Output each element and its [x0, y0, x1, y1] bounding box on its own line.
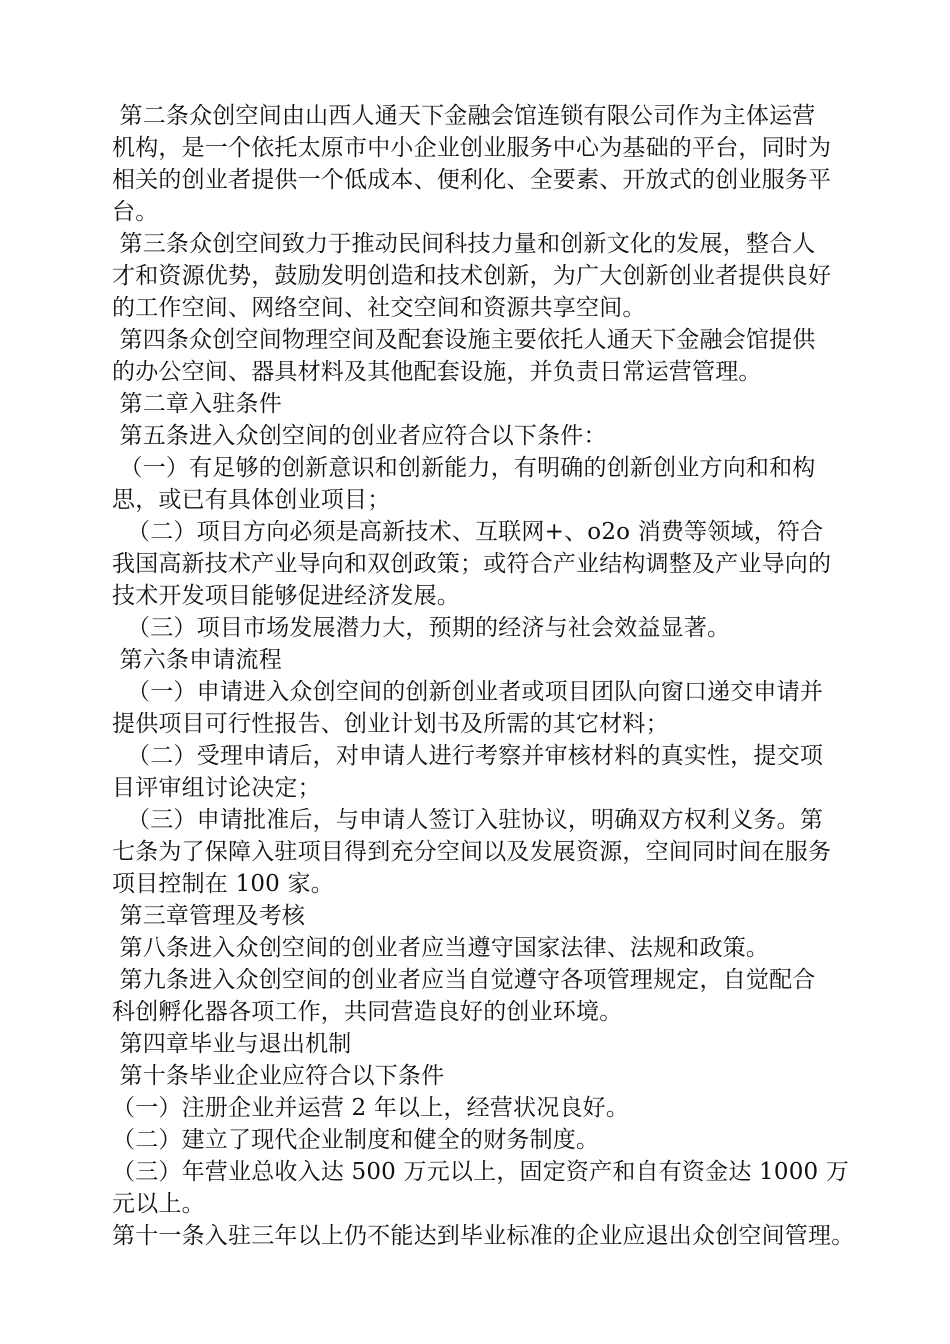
text-line: 思，或已有具体创业项目；: [112, 487, 391, 513]
text-line: 第八条进入众创空间的创业者应当遵守国家法律、法规和政策。: [112, 935, 770, 961]
text-line: 第二条众创空间由山西人通天下金融会馆连锁有限公司作为主体运营: [112, 103, 816, 129]
text-line: 的办公空间、器具材料及其他配套设施，并负责日常运营管理。: [112, 359, 762, 385]
text-line: 第四条众创空间物理空间及配套设施主要依托人通天下金融会馆提供: [112, 327, 816, 353]
text-line: 七条为了保障入驻项目得到充分空间以及发展资源，空间同时间在服务: [112, 839, 832, 865]
text-line: 第六条申请流程: [112, 647, 282, 673]
text-line: （一）有足够的创新意识和创新能力，有明确的创新创业方向和和构: [112, 455, 816, 481]
text-line: 第十条毕业企业应符合以下条件: [112, 1063, 445, 1089]
chapter-heading: 第三章管理及考核: [112, 903, 306, 929]
chapter-heading: 第四章毕业与退出机制: [112, 1031, 352, 1057]
text-line: （一）注册企业并运营 2 年以上，经营状况良好。: [112, 1095, 630, 1121]
text-line: 才和资源优势，鼓励发明创造和技术创新，为广大创新创业者提供良好: [112, 263, 832, 289]
text-line: （一）申请进入众创空间的创新创业者或项目团队向窗口递交申请并: [112, 679, 824, 705]
text-line: 相关的创业者提供一个低成本、便利化、全要素、开放式的创业服务平: [112, 167, 832, 193]
text-line: 技术开发项目能够促进经济发展。: [112, 583, 460, 609]
text-line: 提供项目可行性报告、创业计划书及所需的其它材料；: [112, 711, 669, 737]
text-line: （三）申请批准后，与申请人签订入驻协议，明确双方权利义务。第: [112, 807, 824, 833]
text-line: 第三条众创空间致力于推动民间科技力量和创新文化的发展，整合人: [112, 231, 816, 257]
text-line: 项目控制在 100 家。: [112, 871, 334, 897]
text-line: 第九条进入众创空间的创业者应当自觉遵守各项管理规定，自觉配合: [112, 967, 816, 993]
text-line: （二）项目方向必须是高新技术、互联网+、o2o 消费等领域，符合: [112, 519, 824, 545]
text-line: 第十一条入驻三年以上仍不能达到毕业标准的企业应退出众创空间管理。: [112, 1223, 855, 1249]
text-line: 元以上。: [112, 1191, 205, 1217]
text-line: （二）建立了现代企业制度和健全的财务制度。: [112, 1127, 600, 1153]
text-line: 我国高新技术产业导向和双创政策；或符合产业结构调整及产业导向的: [112, 551, 832, 577]
text-line: （二）受理申请后，对申请人进行考察并审核材料的真实性，提交项: [112, 743, 824, 769]
chapter-heading: 第二章入驻条件: [112, 391, 282, 417]
text-line: 的工作空间、网络空间、社交空间和资源共享空间。: [112, 295, 646, 321]
text-line: （三）年营业总收入达 500 万元以上，固定资产和自有资金达 1000 万: [112, 1159, 850, 1185]
text-line: 科创孵化器各项工作，共同营造良好的创业环境。: [112, 999, 623, 1025]
text-line: 目评审组讨论决定；: [112, 775, 321, 801]
text-line: 第五条进入众创空间的创业者应符合以下条件：: [112, 423, 607, 449]
text-line: （三）项目市场发展潜力大，预期的经济与社会效益显著。: [112, 615, 731, 641]
text-line: 台。: [112, 199, 159, 225]
text-line: 机构，是一个依托太原市中小企业创业服务中心为基础的平台，同时为: [112, 135, 832, 161]
